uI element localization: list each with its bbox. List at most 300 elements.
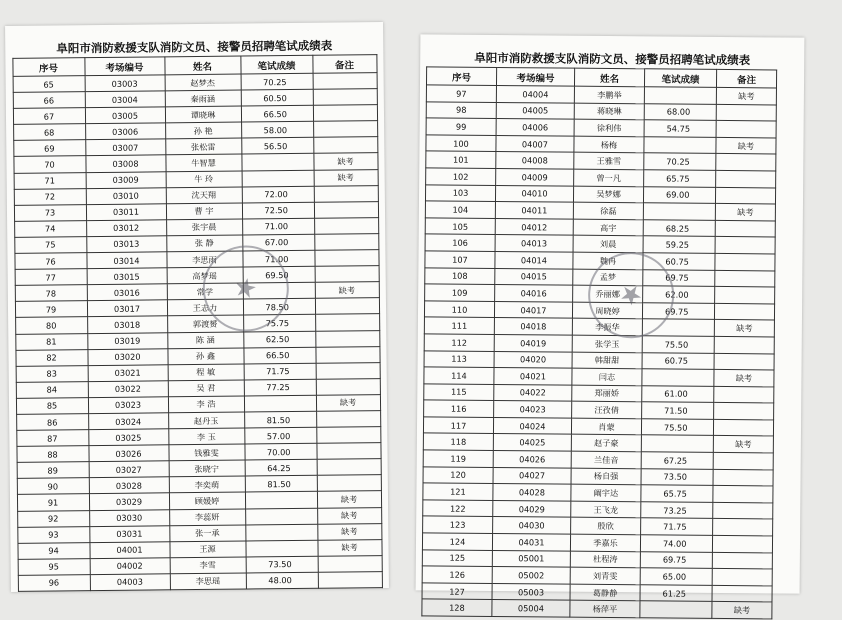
- cell-score: 71.00: [242, 250, 314, 267]
- cell-note: [317, 475, 381, 492]
- cell-note: [713, 502, 773, 519]
- cell-index: 121: [423, 483, 493, 500]
- cell-index: 73: [14, 204, 86, 221]
- cell-score: [640, 601, 712, 618]
- cell-exam-room-id: 03006: [85, 123, 165, 140]
- cell-exam-room-id: 04009: [496, 168, 574, 185]
- cell-index: 78: [15, 285, 87, 302]
- cell-score: 69.00: [643, 186, 715, 203]
- cell-exam-room-id: 04007: [496, 135, 574, 152]
- cell-note: [712, 585, 772, 602]
- cell-index: 70: [13, 156, 85, 173]
- cell-exam-room-id: 05004: [492, 600, 570, 617]
- cell-score: 68.00: [644, 103, 716, 120]
- cell-name: 牛 玲: [166, 171, 242, 188]
- cell-index: 110: [424, 301, 494, 318]
- cell-score: 69.75: [643, 269, 715, 286]
- cell-exam-room-id: 03012: [86, 220, 166, 237]
- cell-exam-room-id: 03024: [88, 413, 168, 430]
- cell-name: 闫志: [572, 368, 642, 385]
- cell-exam-room-id: 04002: [90, 558, 170, 575]
- cell-name: 高宇: [573, 219, 643, 236]
- cell-exam-room-id: 04011: [495, 202, 573, 219]
- right-table-body: [422, 85, 777, 619]
- cell-name: 秦雨涵: [165, 90, 241, 107]
- cell-score: 62.50: [243, 331, 315, 348]
- cell-exam-room-id: 04014: [495, 251, 573, 268]
- cell-exam-room-id: 03010: [86, 187, 166, 204]
- cell-name: 陈 涵: [167, 332, 243, 349]
- cell-note: [313, 105, 377, 122]
- header-score: 笔试成绩: [240, 55, 312, 74]
- cell-name: 张学玉: [572, 335, 642, 352]
- cell-note: [716, 104, 776, 121]
- cell-name: 曾一凡: [574, 169, 644, 186]
- cell-score: [241, 154, 313, 171]
- cell-name: 殷欣: [571, 518, 641, 535]
- cell-index: 126: [422, 566, 492, 583]
- cell-score: 65.75: [644, 170, 716, 187]
- cell-score: [245, 492, 317, 509]
- cell-name: 顾媛婷: [169, 492, 245, 509]
- left-page: [5, 22, 389, 592]
- cell-exam-room-id: 03021: [88, 364, 168, 381]
- header-exam-room-id: 考场编号: [496, 68, 574, 87]
- cell-name: 赵丹玉: [168, 412, 244, 429]
- cell-note: [713, 486, 773, 503]
- cell-score: 66.50: [241, 105, 313, 122]
- cell-score: [644, 87, 716, 104]
- cell-name: 钱雅雯: [168, 444, 244, 461]
- cell-note: [715, 220, 775, 237]
- cell-exam-room-id: 04016: [495, 285, 573, 302]
- cell-name: 谭晓琳: [165, 106, 241, 123]
- cell-score: 71.75: [641, 518, 713, 535]
- cell-note: 缺考: [317, 539, 381, 556]
- cell-name: 季嘉乐: [570, 534, 640, 551]
- cell-exam-room-id: 03015: [87, 268, 167, 285]
- cell-score: 65.00: [640, 568, 712, 585]
- cell-name: 李蕊妍: [169, 509, 245, 526]
- cell-exam-room-id: 04030: [493, 517, 571, 534]
- cell-note: [713, 452, 773, 469]
- cell-note: [715, 287, 775, 304]
- cell-name: 程 敏: [168, 364, 244, 381]
- cell-exam-room-id: 03013: [86, 236, 166, 253]
- cell-score: 56.50: [241, 138, 313, 155]
- cell-score: 73.50: [246, 556, 318, 573]
- cell-score: 65.75: [641, 485, 713, 502]
- cell-index: 128: [422, 599, 492, 616]
- cell-index: 68: [13, 124, 85, 141]
- cell-score: 48.00: [246, 572, 318, 589]
- cell-note: [314, 234, 378, 251]
- cell-index: 113: [424, 350, 494, 367]
- cell-exam-room-id: 03005: [85, 107, 165, 124]
- right-page: [416, 34, 805, 616]
- cell-note: [716, 154, 776, 171]
- cell-exam-room-id: 04012: [495, 218, 573, 235]
- cell-index: 118: [423, 433, 493, 450]
- cell-name: 李奕萌: [169, 476, 245, 493]
- cell-name: 阚宇达: [571, 484, 641, 501]
- cell-score: [242, 170, 314, 187]
- cell-name: 刘青雯: [570, 567, 640, 584]
- cell-score: [244, 395, 316, 412]
- cell-exam-room-id: 03017: [87, 300, 167, 317]
- cell-note: [713, 519, 773, 536]
- cell-exam-room-id: 04008: [496, 152, 574, 169]
- cell-index: 76: [14, 253, 86, 270]
- cell-note: [714, 353, 774, 370]
- cell-score: [245, 540, 317, 557]
- cell-exam-room-id: 03026: [88, 445, 168, 462]
- cell-score: [641, 435, 713, 452]
- cell-exam-room-id: 04005: [496, 102, 574, 119]
- cell-index: 109: [425, 284, 495, 301]
- cell-name: 肖蒙: [571, 418, 641, 435]
- cell-score: 81.50: [245, 476, 317, 493]
- cell-name: 葛静静: [570, 584, 640, 601]
- cell-note: [713, 419, 773, 436]
- cell-note: [315, 314, 379, 331]
- cell-score: 60.75: [643, 253, 715, 270]
- cell-index: 75: [14, 237, 86, 254]
- cell-exam-room-id: 05002: [492, 567, 570, 584]
- cell-note: [315, 298, 379, 315]
- cell-index: 81: [15, 333, 87, 350]
- cell-index: 101: [426, 151, 496, 168]
- cell-index: 93: [17, 526, 89, 543]
- cell-index: 127: [422, 583, 492, 600]
- cell-note: 缺考: [716, 137, 776, 154]
- cell-score: 75.50: [642, 336, 714, 353]
- cell-note: [316, 362, 380, 379]
- cell-score: [644, 137, 716, 154]
- cell-index: 119: [423, 450, 493, 467]
- cell-note: 缺考: [317, 507, 381, 524]
- cell-note: [316, 443, 380, 460]
- cell-name: 赵子豪: [571, 435, 641, 452]
- cell-index: 98: [426, 101, 496, 118]
- cell-exam-room-id: 04023: [494, 401, 572, 418]
- cell-exam-room-id: 03030: [89, 509, 169, 526]
- cell-index: 112: [424, 334, 494, 351]
- cell-exam-room-id: 03008: [85, 155, 165, 172]
- cell-name: 李思雨: [166, 251, 242, 268]
- cell-score: 54.75: [644, 120, 716, 137]
- cell-index: 83: [16, 365, 88, 382]
- cell-exam-room-id: 03025: [88, 429, 168, 446]
- cell-note: [318, 555, 382, 572]
- cell-exam-room-id: 04015: [495, 268, 573, 285]
- cell-exam-room-id: 04001: [89, 542, 169, 559]
- cell-name: 高梦瑶: [167, 267, 243, 284]
- cell-score: 59.25: [643, 236, 715, 253]
- cell-score: 73.50: [641, 468, 713, 485]
- cell-index: 94: [17, 542, 89, 559]
- cell-exam-room-id: 03023: [88, 397, 168, 414]
- cell-name: 周晓婷: [572, 302, 642, 319]
- cell-name: 乔丽娜: [573, 285, 643, 302]
- cell-exam-room-id: 03011: [86, 204, 166, 221]
- cell-score: 70.00: [244, 443, 316, 460]
- cell-note: 缺考: [714, 320, 774, 337]
- cell-score: 78.50: [243, 299, 315, 316]
- cell-exam-room-id: 04026: [493, 451, 571, 468]
- cell-exam-room-id: 04003: [90, 574, 170, 591]
- header-exam-room-id: 考场编号: [84, 57, 164, 76]
- cell-note: 缺考: [715, 204, 775, 221]
- cell-note: 缺考: [316, 394, 380, 411]
- cell-exam-room-id: 04031: [492, 534, 570, 551]
- cell-name: 李鹏举: [574, 86, 644, 103]
- cell-index: 120: [423, 467, 493, 484]
- cell-index: 105: [425, 218, 495, 235]
- cell-index: 80: [15, 317, 87, 334]
- cell-note: [316, 427, 380, 444]
- cell-name: 蒋晓琳: [574, 103, 644, 120]
- cell-name: 赵梦杰: [165, 74, 241, 91]
- cell-exam-room-id: 04022: [494, 384, 572, 401]
- cell-score: 70.25: [241, 73, 313, 90]
- cell-exam-room-id: 04017: [494, 301, 572, 318]
- cell-name: 张松雷: [165, 138, 241, 155]
- cell-note: 缺考: [313, 153, 377, 170]
- header-score: 笔试成绩: [644, 69, 716, 88]
- cell-index: 69: [13, 140, 85, 157]
- cell-name: 杨自强: [571, 468, 641, 485]
- cell-name: 孟梦: [573, 269, 643, 286]
- cell-index: 122: [423, 500, 493, 517]
- cell-exam-room-id: 04006: [496, 119, 574, 136]
- cell-name: 牛智慧: [165, 154, 241, 171]
- cell-index: 104: [425, 201, 495, 218]
- cell-score: 60.50: [241, 89, 313, 106]
- cell-note: [317, 459, 381, 476]
- cell-name: 汪孜倩: [572, 401, 642, 418]
- cell-score: 64.25: [245, 460, 317, 477]
- left-table-body: [13, 73, 382, 592]
- cell-exam-room-id: 03022: [88, 381, 168, 398]
- cell-exam-room-id: 03004: [85, 91, 165, 108]
- cell-note: 缺考: [716, 87, 776, 104]
- cell-exam-room-id: 04029: [493, 500, 571, 517]
- table-row: [422, 599, 772, 619]
- cell-name: 徐磊: [573, 202, 643, 219]
- cell-index: 77: [15, 269, 87, 286]
- cell-name: 张宇晨: [166, 219, 242, 236]
- cell-exam-room-id: 03020: [87, 348, 167, 365]
- cell-note: [715, 270, 775, 287]
- cell-score: 61.00: [642, 385, 714, 402]
- cell-index: 72: [14, 188, 86, 205]
- cell-index: 74: [14, 221, 86, 238]
- cell-index: 86: [16, 414, 88, 431]
- cell-score: 71.50: [642, 402, 714, 419]
- cell-name: 王源: [169, 541, 245, 558]
- cell-name: 吴梦娜: [573, 186, 643, 203]
- cell-index: 87: [16, 430, 88, 447]
- cell-note: [313, 137, 377, 154]
- cell-exam-room-id: 04020: [494, 351, 572, 368]
- cell-index: 67: [13, 108, 85, 125]
- cell-index: 65: [13, 76, 85, 93]
- cell-note: [313, 73, 377, 90]
- cell-name: 魏冉: [573, 252, 643, 269]
- cell-score: 72.50: [242, 202, 314, 219]
- cell-name: 郭渡赟: [167, 315, 243, 332]
- cell-note: 缺考: [712, 602, 772, 619]
- cell-score: [243, 282, 315, 299]
- cell-index: 89: [17, 462, 89, 479]
- cell-index: 91: [17, 494, 89, 511]
- cell-score: 71.75: [244, 363, 316, 380]
- cell-note: [714, 336, 774, 353]
- cell-note: [316, 378, 380, 395]
- cell-name: 李振华: [572, 318, 642, 335]
- cell-score: 73.25: [641, 502, 713, 519]
- cell-index: 107: [425, 251, 495, 268]
- cell-note: [314, 250, 378, 267]
- cell-score: [245, 524, 317, 541]
- cell-note: [715, 253, 775, 270]
- cell-score: 75.50: [641, 419, 713, 436]
- cell-name: 孙 鑫: [167, 348, 243, 365]
- cell-exam-room-id: 04024: [493, 417, 571, 434]
- cell-note: 缺考: [713, 436, 773, 453]
- cell-note: [314, 201, 378, 218]
- cell-exam-room-id: 04019: [494, 334, 572, 351]
- cell-exam-room-id: 05003: [492, 583, 570, 600]
- cell-exam-room-id: 04010: [495, 185, 573, 202]
- left-score-table: [12, 54, 383, 592]
- cell-note: [318, 571, 382, 588]
- cell-name: 曹 宇: [166, 203, 242, 220]
- cell-index: 79: [15, 301, 87, 318]
- cell-score: 69.75: [642, 303, 714, 320]
- cell-score: 69.50: [243, 266, 315, 283]
- cell-score: 58.00: [241, 122, 313, 139]
- cell-name: 李思瑶: [170, 573, 246, 590]
- cell-score: 66.50: [243, 347, 315, 364]
- cell-index: 115: [424, 384, 494, 401]
- cell-note: [314, 217, 378, 234]
- cell-note: [716, 121, 776, 138]
- cell-index: 114: [424, 367, 494, 384]
- cell-index: 96: [18, 575, 90, 592]
- cell-note: 缺考: [714, 370, 774, 387]
- cell-score: 72.00: [242, 186, 314, 203]
- cell-note: [714, 303, 774, 320]
- cell-name: 刘晨: [573, 236, 643, 253]
- cell-exam-room-id: 04025: [493, 434, 571, 451]
- cell-exam-room-id: 03019: [87, 332, 167, 349]
- cell-score: 71.00: [242, 218, 314, 235]
- cell-index: 90: [17, 478, 89, 495]
- cell-score: 77.25: [244, 379, 316, 396]
- cell-exam-room-id: 03029: [89, 493, 169, 510]
- cell-name: 王飞龙: [571, 501, 641, 518]
- cell-index: 82: [15, 349, 87, 366]
- cell-score: 68.25: [643, 220, 715, 237]
- cell-name: 孙 艳: [165, 122, 241, 139]
- cell-exam-room-id: 04018: [494, 318, 572, 335]
- star-icon: ★: [612, 276, 650, 315]
- cell-note: [315, 346, 379, 363]
- cell-note: [315, 266, 379, 283]
- cell-index: 103: [425, 184, 495, 201]
- header-note: 备注: [716, 69, 776, 88]
- cell-score: 67.00: [242, 234, 314, 251]
- cell-index: 111: [424, 317, 494, 334]
- cell-index: 116: [424, 400, 494, 417]
- cell-exam-room-id: 03014: [86, 252, 166, 269]
- cell-name: 王雅雪: [574, 153, 644, 170]
- cell-score: 81.50: [244, 411, 316, 428]
- cell-exam-room-id: 03009: [86, 171, 166, 188]
- cell-name: 徐利伟: [574, 119, 644, 136]
- cell-index: 124: [422, 533, 492, 550]
- cell-name: 沈天翔: [166, 187, 242, 204]
- cell-name: 吴 君: [168, 380, 244, 397]
- cell-name: 张一承: [169, 525, 245, 542]
- cell-exam-room-id: 03003: [85, 75, 165, 92]
- header-name: 姓名: [164, 56, 240, 75]
- cell-index: 71: [14, 172, 86, 189]
- cell-note: [316, 411, 380, 428]
- header-name: 姓名: [574, 68, 644, 87]
- cell-note: [313, 89, 377, 106]
- cell-score: 61.25: [640, 585, 712, 602]
- cell-name: 郑丽娇: [572, 385, 642, 402]
- cell-index: 123: [423, 516, 493, 533]
- cell-exam-room-id: 04027: [493, 467, 571, 484]
- cell-note: [715, 237, 775, 254]
- cell-exam-room-id: 03018: [87, 316, 167, 333]
- cell-exam-room-id: 04004: [496, 86, 574, 103]
- cell-index: 85: [16, 398, 88, 415]
- cell-exam-room-id: 03016: [87, 284, 167, 301]
- cell-exam-room-id: 04028: [493, 484, 571, 501]
- cell-note: [715, 187, 775, 204]
- cell-score: 67.25: [641, 452, 713, 469]
- left-page-title: 阜阳市消防救援支队消防文员、接警员招聘笔试成绩表: [56, 38, 333, 56]
- cell-score: 74.00: [640, 535, 712, 552]
- cell-note: [714, 403, 774, 420]
- cell-name: 王志力: [167, 299, 243, 316]
- cell-index: 97: [426, 85, 496, 102]
- table-row: [18, 571, 382, 591]
- cell-exam-room-id: 03027: [89, 461, 169, 478]
- cell-index: 125: [422, 549, 492, 566]
- cell-note: [712, 569, 772, 586]
- cell-index: 95: [18, 558, 90, 575]
- cell-note: [315, 330, 379, 347]
- right-score-table: [421, 66, 777, 619]
- cell-score: [245, 508, 317, 525]
- cell-note: [712, 552, 772, 569]
- cell-index: 117: [423, 417, 493, 434]
- cell-score: 62.00: [643, 286, 715, 303]
- cell-score: [642, 369, 714, 386]
- header-index: 序号: [12, 58, 84, 77]
- cell-name: 杨梅: [574, 136, 644, 153]
- cell-score: 57.00: [244, 427, 316, 444]
- cell-name: 李 玉: [168, 428, 244, 445]
- cell-name: 张晓宁: [169, 460, 245, 477]
- star-icon: ★: [227, 270, 265, 307]
